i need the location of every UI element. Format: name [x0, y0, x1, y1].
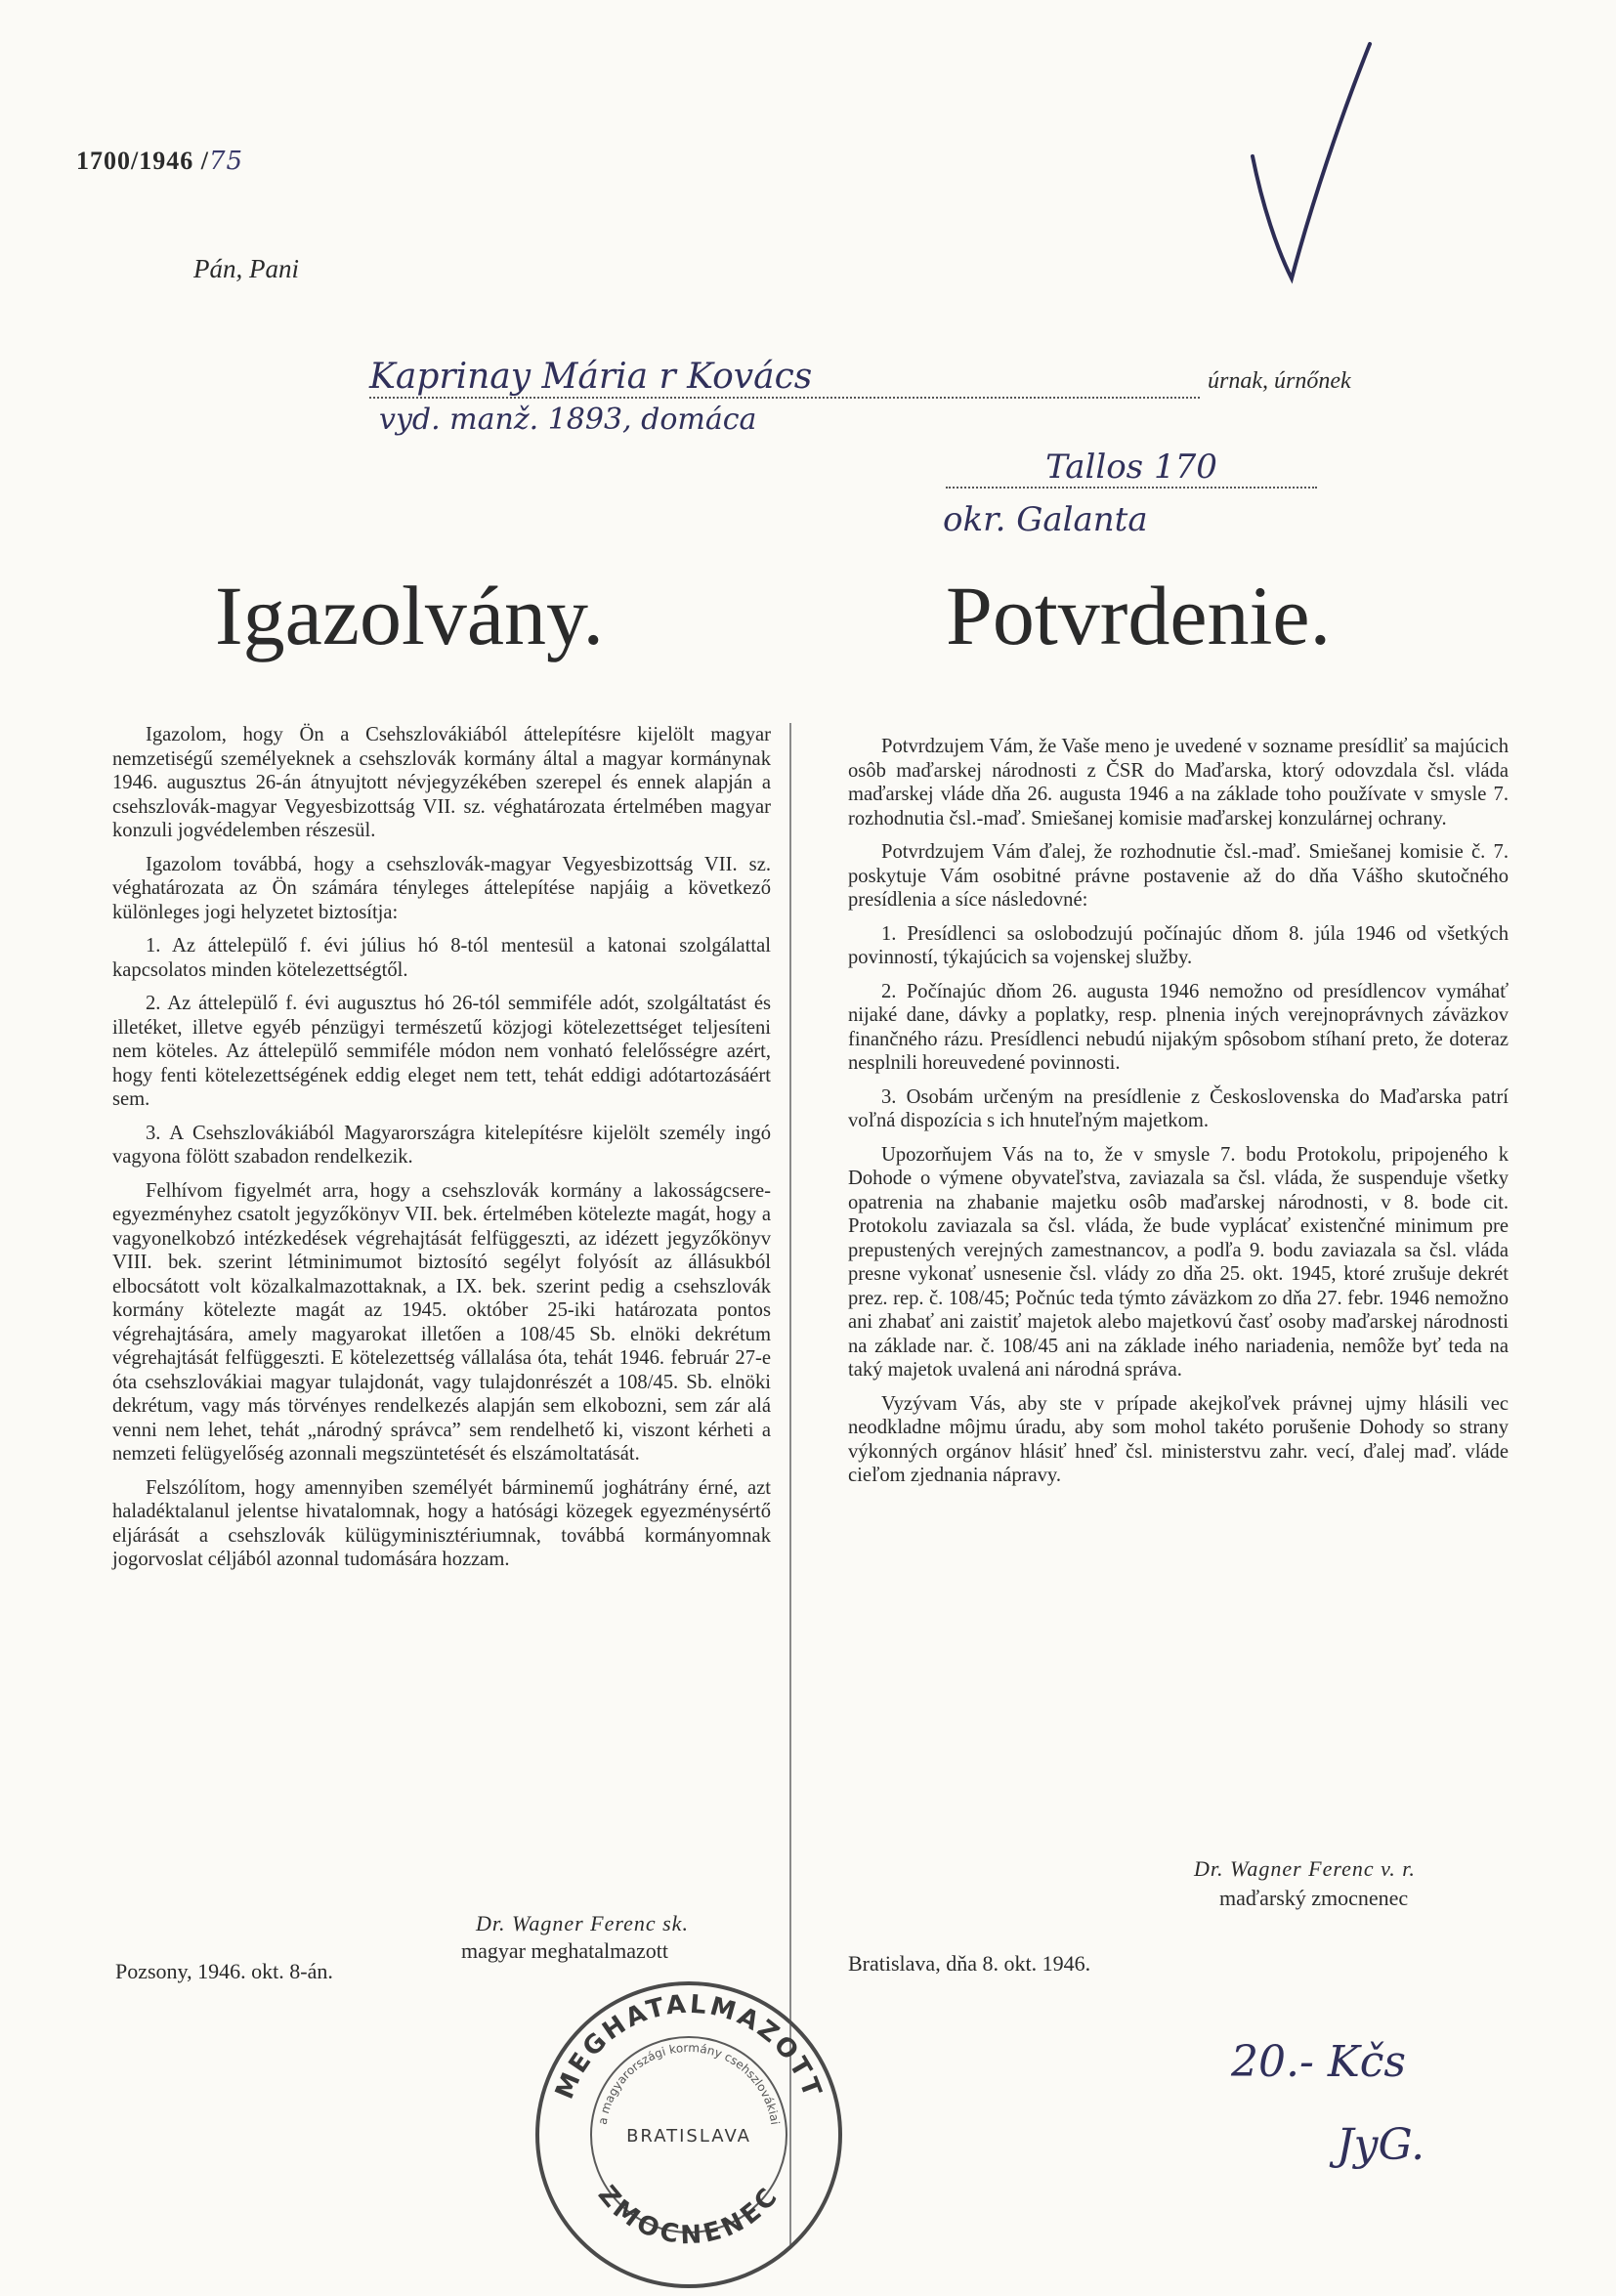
sk-paragraph: 3. Osobám určeným na presídlenie z Československa do Maďarska patrí voľná dispozícia s ich hnuteľným majetkom.: [848, 1085, 1509, 1131]
district-handwritten: okr. Galanta: [943, 500, 1148, 539]
recipient-suffix: úrnak, úrnőnek: [1208, 368, 1351, 394]
svg-text:a magyarországi kormány csehsz: [596, 2041, 783, 2126]
stamp-inner-text: a magyarországi kormány csehszlovákiai: [595, 2040, 783, 2126]
recipient-details-handwritten: vyd. manž. 1893, domáca: [379, 403, 757, 437]
stamp-center-text: BRATISLAVA: [626, 2126, 751, 2147]
official-stamp: [528, 1974, 850, 2296]
hungarian-column: [112, 723, 771, 1582]
svg-text:ZMOCNENEC: [592, 2181, 786, 2251]
slovak-column: [848, 735, 1509, 1498]
title-slovak: Potvrdenie.: [946, 569, 1332, 662]
sk-signature-name: Dr. Wagner Ferenc v. r.: [1194, 1856, 1416, 1881]
hu-paragraph: Felhívom figyelmét arra, hogy a csehszlovák kormány a lakosságcsere-egyezményhez csatolt jegyzőkönyv VII. bek. értelmében kötelezte magát, hogy a vagyonelkobzó intézkedések végrehajtását felfüggeszti, az idézett jegyzőkönyv VIII. bek. szerint létminimumot biztosító segélyt folyósít az állásukból elbocsátott volt közalkalmazottaknak, a IX. bek. szerint pedig a csehszlovák kormány kötelezte magát az 1945. október 25-iki határozata pontos végrehajtására, amely magyarokat illetően a 108/45 Sb. elnöki dekrétum végrehajtását felfüggeszti. E kötelezettség vállalása óta, tehát 1946. február 27-e óta csehszlovákiai magyar tulajdonát, vagy tulajdonrészét a 108/45. Sb. elnöki dekrétum, vagy más törvényes rendelkezés alapján sem elkobozni, sem zár alá venni nem lehet, tehát „národný správca” sem rendelhető ki, viszont kérheti a nemzeti felügyelőség azonnali megszüntetését és elszámoltatását.: [112, 1179, 771, 1465]
sk-signature-title: maďarský zmocnenec: [1219, 1886, 1409, 1910]
recipient-name-line: [369, 357, 1200, 397]
hu-signature-title: magyar meghatalmazott: [461, 1938, 668, 1963]
stamp-top-text: MEGHATALMAZOTT: [549, 1989, 829, 2104]
fee-handwritten: 20.- Kčs: [1231, 2037, 1406, 2087]
sk-place-date: Bratislava, dňa 8. okt. 1946.: [848, 1951, 1091, 1976]
hu-paragraph: 2. Az áttelepülő f. évi augusztus hó 26-tól semmiféle adót, szolgáltatást és illetéket, illetve egyéb pénzügyi természetű közjogi kötelezettséget teljesíteni nem köteles. Az áttelepülő semmiféle módon nem vonható felelősségre azért, hogy fenti kötelezettségének eddig eleget nem tett, tehát eddigi adótartozásáért sem.: [112, 993, 771, 1110]
initials-handwritten: JyG.: [1337, 2120, 1425, 2170]
sk-paragraph: Vyzývam Vás, aby ste v prípade akejkoľvek právnej ujmy hlásili vec neodkladne môjmu úradu, aby som mohol takéto porušenie Dohody so strany výkonných orgánov hlásiť hneď čsl. ministerstvu zahr. vecí, ďalej maď. vláde cieľom zjednania nápravy.: [848, 1392, 1509, 1486]
address-handwritten: Tallos 170: [946, 447, 1317, 489]
hu-paragraph: Felszólítom, hogy amennyiben személyét bárminemű joghátrány érné, azt haladéktalanul jelentse hivatalomnak, hogy a hatósági közegek egyezménysértő eljárását a csehszlovák külügyminisztériumnak, továbbá kormányomnak jogorvoslat céljából azonnal tudomására hozzam.: [112, 1476, 771, 1570]
sk-paragraph: 1. Presídlenci sa oslobodzujú počínajúc dňom 8. júla 1946 od všetkých povinností, týkajúcich sa vojenskej služby.: [848, 922, 1509, 968]
title-hungarian: Igazolvány.: [215, 569, 604, 662]
hu-paragraph: Igazolom továbbá, hogy a csehszlovák-magyar Vegyesbizottság VII. sz. véghatározata az Ön számára tényleges áttelepítése napjáig a következő különleges jogi helyzetet biztosítja:: [112, 853, 771, 923]
hu-signature-name: Dr. Wagner Ferenc sk.: [476, 1911, 689, 1935]
sk-paragraph: 2. Počínajúc dňom 26. augusta 1946 nemožno od presídlencov vymáhať nijaké dane, dávky a poplatky, resp. plnenia iných verejnoprávnych záväzkov finančného rázu. Presídlenci nebudú nijakým spôsobom stíhaní preto, že doteraz nesplnili horeuvedené povinnosti.: [848, 980, 1509, 1074]
salutation: Pán, Pani: [193, 254, 299, 283]
stamp-bottom-text: ZMOCNENEC: [591, 2180, 787, 2251]
sk-paragraph: Potvrdzujem Vám ďalej, že rozhodnutie čsl.-maď. Smiešanej komisie č. 7. poskytuje Vám osobitné právne postavenie až do dňa Vášho skutočného presídlenia a síce následovné:: [848, 841, 1509, 911]
hu-place-date: Pozsony, 1946. okt. 8-án.: [115, 1959, 333, 1983]
reference-handwritten: 75: [208, 147, 244, 176]
sk-paragraph: Potvrdzujem Vám, že Vaše meno je uvedené v sozname presídliť sa majúcich osôb maďarskej národnosti z ČSR do Maďarska, ktorý odovzdala čsl. vláda maďarskej vláde dňa 26. augusta 1946 a na základe toho používate v smysle 7. rozhodnutia čsl.-maď. Smiešanej komisie maďarskej konzulárnej ochrany.: [848, 736, 1509, 829]
sk-paragraph: Upozorňujem Vás na to, že v smysle 7. bodu Protokolu, pripojeného k Dohode o výmene obyvateľstva, zaviazala sa čsl. vláda, že suspenduje všetky opatrenia na zhabanie majetku osôb maďarskej národnosti, v 8. bode cit. Protokolu zaviazala sa čsl. vláda, že bude vyplácať existenčné minimum pre prepustených verejných zamestnancov, a podľa 9. bodu zaviazala sa čsl. vláda presne vykonať usnesenie čsl. vlády zo dňa 25. okt. 1945, ktoré zrušuje dekrét prez. rep. č. 108/45; Počnúc teda týmto záväzkom zo dňa 27. febr. 1946 nemožno ani zhabať ani zaistiť majetok alebo majetkovú časť osoby maďarskej národnosti na základe nar. č. 108/45 ani na základe iného nariadenia, nemôže byť teda na taký majetok uvalená ani národná správa.: [848, 1143, 1509, 1381]
recipient-name-handwritten: Kaprinay Mária r Kovács: [369, 357, 1200, 399]
hu-paragraph: Igazolom, hogy Ön a Csehszlovákiából áttelepítésre kijelölt magyar nemzetiségű személyeknek a csehszlovák kormány által a magyar kormánynak 1946. augusztus 26-án átnyujtott névjegyzékében szerepel és ennek alapján a csehszlovák-magyar Vegyesbizottság VII. sz. véghatározata értelmében magyar konzuli jogvédelemben részesül.: [112, 724, 771, 841]
check-mark-icon: [1233, 39, 1380, 293]
hu-paragraph: 3. A Csehszlovákiából Magyarországra kitelepítésre kijelölt személy ingó vagyona fölött szabadon rendelkezik.: [112, 1122, 771, 1168]
hu-paragraph: 1. Az áttelepülő f. évi július hó 8-tól mentesül a katonai szolgálattal kapcsolatos minden kötelezettségtől.: [112, 935, 771, 981]
reference-number: 1700/1946 /75: [76, 147, 244, 176]
